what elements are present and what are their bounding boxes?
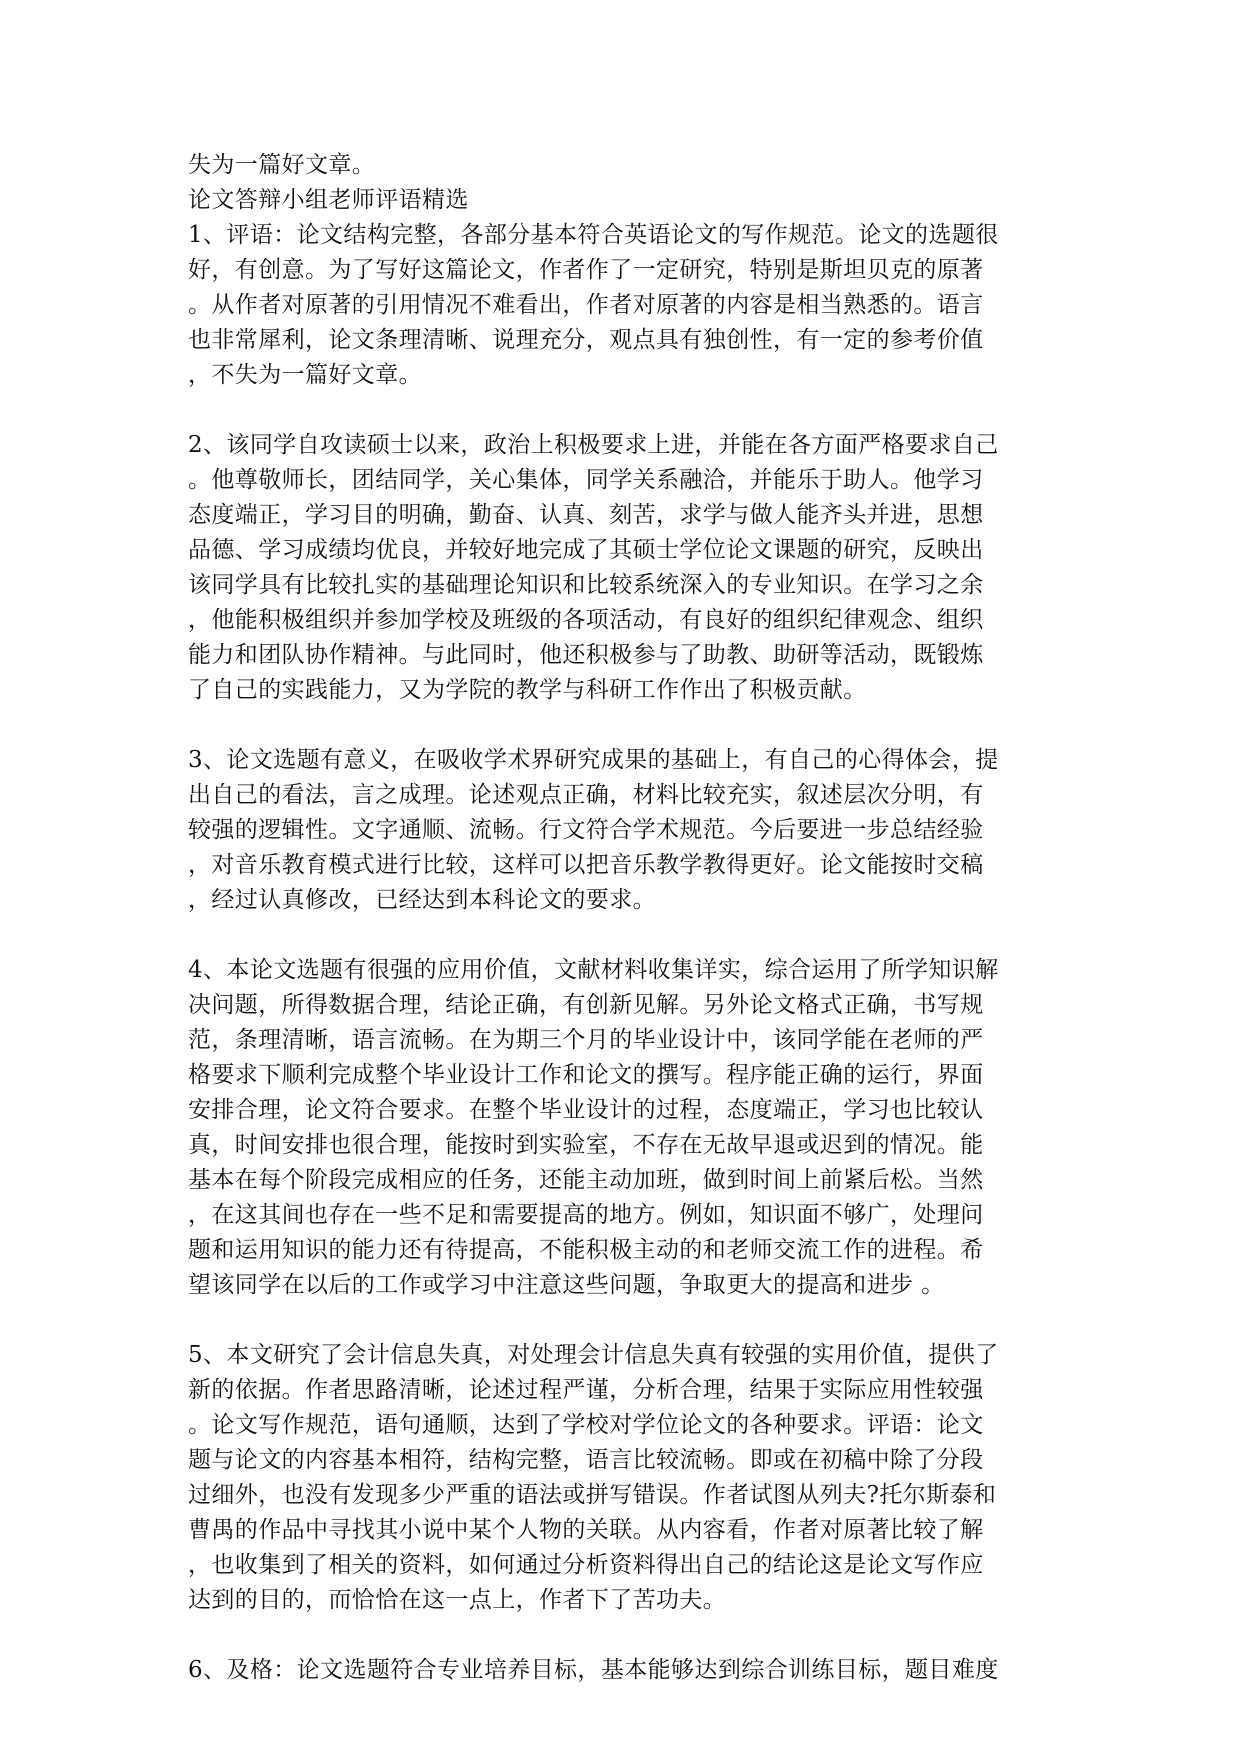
text-line: 失为一篇好文章。 xyxy=(188,152,376,178)
text-line: 决问题，所得数据合理，结论正确，有创新见解。另外论文格式正确，书写规 xyxy=(188,992,984,1018)
text-line: ，他能积极组织并参加学校及班级的各项活动，有良好的组织纪律观念、组织 xyxy=(188,607,984,633)
heading-line: 论文答辩小组老师评语精选 xyxy=(188,187,469,213)
text-line: 该同学具有比较扎实的基础理论知识和比较系统深入的专业知识。在学习之余 xyxy=(188,572,984,598)
comment-6 xyxy=(188,1653,1058,1688)
text-line: 安排合理，论文符合要求。在整个毕业设计的过程，态度端正，学习也比较认 xyxy=(188,1097,984,1123)
section-heading xyxy=(188,183,1058,218)
text-line: 能力和团队协作精神。与此同时，他还积极参与了助教、助研等活动，既锻炼 xyxy=(188,642,984,668)
text-line: 题和运用知识的能力还有待提高，不能积极主动的和老师交流工作的进程。希 xyxy=(188,1237,984,1263)
text-line: ，对音乐教育模式进行比较，这样可以把音乐教学教得更好。论文能按时交稿 xyxy=(188,852,984,878)
text-line: 过细外，也没有发现多少严重的语法或拼写错误。作者试图从列夫?托尔斯泰和 xyxy=(188,1482,997,1508)
text-line: 也非常犀利，论文条理清晰、说理充分，观点具有独创性，有一定的参考价值 xyxy=(188,327,984,353)
paragraph-continuation xyxy=(188,148,1058,183)
text-line: 4、本论文选题有很强的应用价值，文献材料收集详实，综合运用了所学知识解 xyxy=(188,957,999,983)
text-line: 。论文写作规范，语句通顺，达到了学校对学位论文的各种要求。评语：论文 xyxy=(188,1412,984,1438)
text-line: ，经过认真修改，已经达到本科论文的要求。 xyxy=(188,887,656,913)
text-line: 态度端正，学习目的明确，勤奋、认真、刻苦，求学与做人能齐头并进，思想 xyxy=(188,502,984,528)
text-line: ，也收集到了相关的资料，如何通过分析资料得出自己的结论这是论文写作应 xyxy=(188,1552,984,1578)
text-line: 范，条理清晰，语言流畅。在为期三个月的毕业设计中，该同学能在老师的严 xyxy=(188,1027,984,1053)
text-line: ，在这其间也存在一些不足和需要提高的地方。例如，知识面不够广，处理问 xyxy=(188,1202,984,1228)
text-line: 出自己的看法，言之成理。论述观点正确，材料比较充实，叙述层次分明，有 xyxy=(188,782,984,808)
comment-1 xyxy=(188,218,1058,393)
text-line: 达到的目的，而恰恰在这一点上，作者下了苦功夫。 xyxy=(188,1587,727,1613)
text-line: 曹禺的作品中寻找其小说中某个人物的关联。从内容看，作者对原著比较了解 xyxy=(188,1517,984,1543)
text-line: 题与论文的内容基本相符，结构完整，语言比较流畅。即或在初稿中除了分段 xyxy=(188,1447,984,1473)
text-line: 2、该同学自攻读硕士以来，政治上积极要求上进，并能在各方面严格要求自己 xyxy=(188,432,999,458)
text-line: 1、评语：论文结构完整，各部分基本符合英语论文的写作规范。论文的选题很 xyxy=(188,222,999,248)
comment-2 xyxy=(188,428,1058,708)
text-line: 3、论文选题有意义，在吸收学术界研究成果的基础上，有自己的心得体会，提 xyxy=(188,747,999,773)
text-line: 。从作者对原著的引用情况不难看出，作者对原著的内容是相当熟悉的。语言 xyxy=(188,292,984,318)
text-line: 好，有创意。为了写好这篇论文，作者作了一定研究，特别是斯坦贝克的原著 xyxy=(188,257,984,283)
text-line: 。他尊敬师长，团结同学，关心集体，同学关系融洽，并能乐于助人。他学习 xyxy=(188,467,984,493)
text-line: 品德、学习成绩均优良，并较好地完成了其硕士学位论文课题的研究，反映出 xyxy=(188,537,984,563)
text-line: ，不失为一篇好文章。 xyxy=(188,362,422,388)
comment-4 xyxy=(188,953,1058,1303)
text-line: 了自己的实践能力，又为学院的教学与科研工作作出了积极贡献。 xyxy=(188,677,867,703)
text-line: 新的依据。作者思路清晰，论述过程严谨，分析合理，结果于实际应用性较强 xyxy=(188,1377,984,1403)
text-line: 真，时间安排也很合理，能按时到实验室，不存在无故早退或迟到的情况。能 xyxy=(188,1132,984,1158)
comment-5 xyxy=(188,1338,1058,1618)
text-line: 较强的逻辑性。文字通顺、流畅。行文符合学术规范。今后要进一步总结经验 xyxy=(188,817,984,843)
text-line: 格要求下顺利完成整个毕业设计工作和论文的撰写。程序能正确的运行，界面 xyxy=(188,1062,984,1088)
text-line: 望该同学在以后的工作或学习中注意这些问题，争取更大的提高和进步 。 xyxy=(188,1272,945,1298)
text-line: 基本在每个阶段完成相应的任务，还能主动加班，做到时间上前紧后松。当然 xyxy=(188,1167,984,1193)
text-line: 5、本文研究了会计信息失真，对处理会计信息失真有较强的实用价值，提供了 xyxy=(188,1342,999,1368)
text-line: 6、及格：论文选题符合专业培养目标，基本能够达到综合训练目标，题目难度 xyxy=(188,1657,999,1683)
comment-3 xyxy=(188,743,1058,918)
document-body xyxy=(188,148,1058,1688)
